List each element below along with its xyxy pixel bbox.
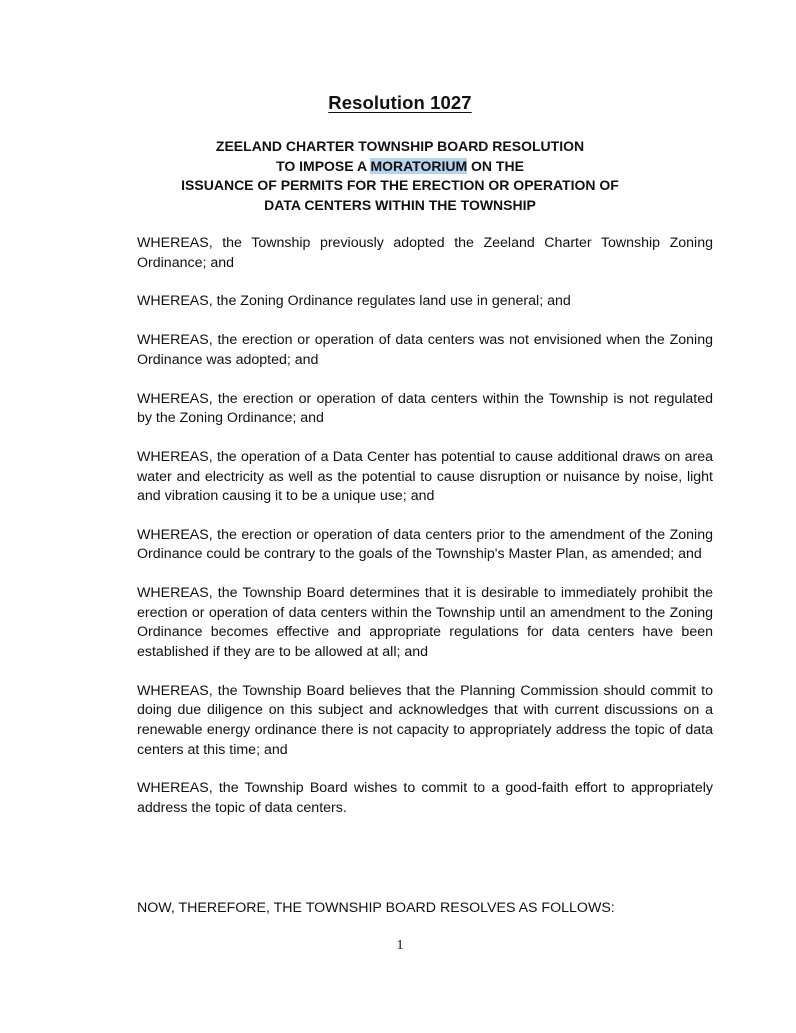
heading-line-2 <box>0 157 796 177</box>
whereas-paragraph: WHEREAS, the Township Board determines that it is desirable to immediately prohibit the erection or operation of data centers within the Township until an amendment to the Zoning Ordinance becomes effective and appropriate regulations for data centers have been established if they are to be allowed at all; and <box>137 585 713 661</box>
whereas-paragraph: WHEREAS, the erection or operation of data centers prior to the amendment of the Zoning Ordinance could be contrary to the goals of the Township's Master Plan, as amended; and <box>137 526 713 563</box>
whereas-paragraph: WHEREAS, the Township Board believes that the Planning Commission should commit to doing due diligence on this subject and acknowledges that with current discussions on a renewable energy ordinance there is not capacity to appropriately address the topic of data centers at this time; and <box>137 682 713 758</box>
page-number: 1 <box>396 938 404 953</box>
highlighted-search-term[interactable]: MORATORIUM <box>370 157 468 174</box>
whereas-paragraph: WHEREAS, the Zoning Ordinance regulates land use in general; and <box>137 293 571 310</box>
heading-line-4: DATA CENTERS WITHIN THE TOWNSHIP <box>264 197 536 214</box>
heading-line-2-before: TO IMPOSE A <box>276 157 371 174</box>
heading-line-3: ISSUANCE OF PERMITS FOR THE ERECTION OR OPERATION OF <box>181 177 619 194</box>
whereas-paragraph: WHEREAS, the operation of a Data Center has potential to cause additional draws on area water and electricity as well as the potential to cause disruption or nuisance by noise, light and vibration causing it to be a unique use; and <box>137 448 713 505</box>
whereas-paragraph: WHEREAS, the erection or operation of data centers within the Township is not regulated by the Zoning Ordinance; and <box>137 390 713 427</box>
whereas-clauses <box>137 234 713 819</box>
heading-line-1: ZEELAND CHARTER TOWNSHIP BOARD RESOLUTION <box>215 138 585 154</box>
whereas-paragraph: WHEREAS, the Township Board wishes to commit to a good-faith effort to appropriately address the topic of data centers. <box>137 780 713 816</box>
resolves-statement: NOW, THEREFORE, THE TOWNSHIP BOARD RESOLVES AS FOLLOWS: <box>137 900 615 916</box>
resolution-title: Resolution 1027 <box>328 92 472 113</box>
whereas-paragraph: WHEREAS, the erection or operation of data centers was not envisioned when the Zoning Ordinance was adopted; and <box>137 332 713 368</box>
whereas-paragraph: WHEREAS, the Township previously adopted the Zeeland Charter Township Zoning Ordinance; and <box>137 235 713 271</box>
resolution-heading <box>0 137 796 216</box>
heading-line-2-after: ON THE <box>467 157 524 174</box>
